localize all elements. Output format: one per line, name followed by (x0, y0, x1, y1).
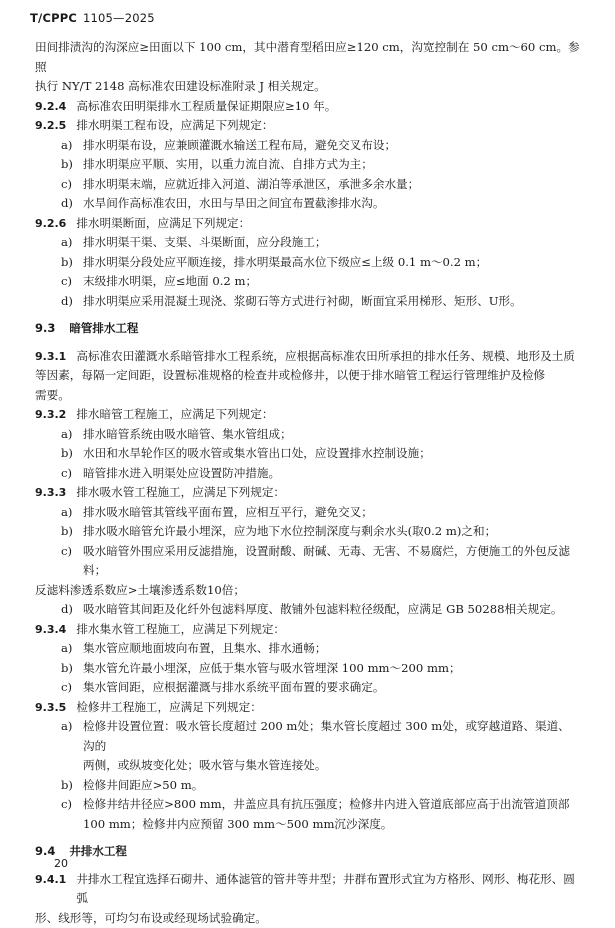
clause-continuation: 形、线形等，可均匀布设或经现场试验确定。 (35, 909, 580, 928)
item-marker: d) (61, 194, 83, 214)
clause-9-3-5 (35, 698, 580, 718)
clause-9-2-5 (35, 116, 580, 136)
item-marker: c) (61, 542, 83, 581)
intro-line: 执行 NY/T 2148 高标准农田建设标准附录 J 相关规定。 (35, 77, 580, 97)
item-text: 集水管允许最小埋深，应低于集水管与吸水管埋深 100 mm～200 mm； (83, 659, 580, 679)
list-item (35, 233, 580, 253)
item-text: 排水暗管系统由吸水暗管、集水管组成； (83, 425, 580, 445)
list-item (35, 425, 580, 445)
item-text: 排水吸水暗管允许最小埋深，应为地下水位控制深度与剩余水头(取0.2 m)之和； (83, 522, 580, 542)
clause-number: 9.2.4 (35, 97, 66, 117)
clause-text: 排水暗管工程施工，应满足下列规定： (76, 405, 580, 425)
item-continuation: 反滤料渗透系数应>土壤渗透系数10倍； (35, 581, 580, 601)
clause-text: 高标准农田明渠排水工程质量保证期限应≥10 年。 (76, 97, 580, 117)
item-marker: a) (61, 425, 83, 445)
standard-header (30, 11, 155, 25)
item-marker: a) (61, 717, 83, 756)
item-marker: b) (61, 155, 83, 175)
item-text: 检修井设置位置：吸水管长度超过 200 m处；集水管长度超过 300 m处，或穿越道路、渠道、沟的 (83, 717, 580, 756)
list-item (35, 659, 580, 679)
page-number: 20 (54, 857, 68, 870)
clause-number: 9.2.5 (35, 116, 66, 136)
clause-number: 9.3.5 (35, 698, 66, 718)
clause-continuation: 需要。 (35, 386, 580, 406)
item-text: 集水管应顺地面坡向布置，且集水、排水通畅； (83, 639, 580, 659)
list-item (35, 600, 580, 620)
section-heading-9-3 (35, 319, 580, 339)
intro-line: 田间排渍沟的沟深应≥田面以下 100 cm，其中潜育型稻田应≥120 cm，沟宽控制在 50 cm～60 cm。参照 (35, 38, 580, 77)
item-text: 吸水暗管其间距及化纤外包滤料厚度、散铺外包滤料粒径级配，应满足 GB 50288相关规定。 (83, 600, 580, 620)
clause-number: 9.3.3 (35, 483, 66, 503)
list-item (35, 155, 580, 175)
clause-9-3-1 (35, 347, 580, 367)
list-item (35, 795, 580, 815)
item-marker: d) (61, 292, 83, 312)
clause-text: 高标准农田灌溉水系暗管排水工程系统，应根据高标准农田所承担的排水任务、规模、地形及土质 (76, 347, 580, 367)
clause-text: 排水吸水管工程施工，应满足下列规定： (76, 483, 580, 503)
item-text: 暗管排水进入明渠处应设置防冲措施。 (83, 464, 580, 484)
item-marker: d) (61, 600, 83, 620)
list-item (35, 292, 580, 312)
standard-number: 1105—2025 (83, 11, 155, 25)
list-item (35, 522, 580, 542)
item-text: 检修井间距应>50 m。 (83, 776, 580, 796)
clause-9-3-3 (35, 483, 580, 503)
clause-9-2-4 (35, 97, 580, 117)
item-text: 检修井结井径应>800 mm，井盖应具有抗压强度；检修井内进入管道底部应高于出流管道顶部 (83, 795, 580, 815)
item-continuation: 两侧，或纵坡变化处；吸水管与集水管连接处。 (83, 756, 580, 776)
clause-number: 9.3.1 (35, 347, 66, 367)
item-text: 排水明渠应平顺、实用，以重力流自流、自排方式为主； (83, 155, 580, 175)
document-body (35, 38, 580, 928)
item-marker: c) (61, 272, 83, 292)
clause-9-3-2 (35, 405, 580, 425)
item-text: 排水明渠末端，应就近排入河道、湖泊等承泄区，承泄多余水量； (83, 175, 580, 195)
list-item (35, 717, 580, 756)
item-text: 排水明渠干渠、支渠、斗渠断面，应分段施工； (83, 233, 580, 253)
item-text: 吸水暗管外围应采用反滤措施，设置耐酸、耐碱、无毒、无害、不易腐烂，方便施工的外包反滤料； (83, 542, 580, 581)
item-marker: a) (61, 233, 83, 253)
item-marker: b) (61, 659, 83, 679)
item-continuation: 100 mm；检修井内应预留 300 mm～500 mm沉沙深度。 (83, 815, 580, 835)
clause-number: 9.3.2 (35, 405, 66, 425)
section-number: 9.3 (35, 321, 55, 335)
clause-9-3-4 (35, 620, 580, 640)
item-marker: c) (61, 464, 83, 484)
item-text: 排水明渠应采用混凝土现浇、浆砌石等方式进行衬砌，断面宜采用梯形、矩形、U形。 (83, 292, 580, 312)
item-marker: b) (61, 253, 83, 273)
section-title: 暗管排水工程 (69, 321, 138, 335)
item-text: 水田和水旱轮作区的吸水管或集水管出口处，应设置排水控制设施； (83, 444, 580, 464)
item-marker: c) (61, 175, 83, 195)
clause-continuation: 等因素，每隔一定间距，设置标准规格的检查井或检修井，以便于排水暗管工程运行管理维护及检修 (35, 366, 580, 386)
section-number: 9.4 (35, 844, 55, 858)
list-item (35, 253, 580, 273)
item-marker: b) (61, 444, 83, 464)
list-item (35, 175, 580, 195)
clause-number: 9.4.1 (35, 870, 66, 909)
list-item (35, 776, 580, 796)
list-item (35, 542, 580, 581)
list-item (35, 272, 580, 292)
item-marker: b) (61, 522, 83, 542)
item-text: 水旱间作高标准农田，水田与旱田之间宜布置截渗排水沟。 (83, 194, 580, 214)
section-title: 井排水工程 (69, 844, 127, 858)
clause-9-2-6 (35, 214, 580, 234)
clause-text: 排水明渠断面，应满足下列规定： (76, 214, 580, 234)
clause-9-4-1 (35, 870, 580, 909)
list-item (35, 639, 580, 659)
item-marker: c) (61, 795, 83, 815)
list-item (35, 194, 580, 214)
item-marker: a) (61, 639, 83, 659)
clause-text: 排水集水管工程施工，应满足下列规定： (76, 620, 580, 640)
clause-text: 排水明渠工程布设，应满足下列规定： (76, 116, 580, 136)
list-item (35, 136, 580, 156)
item-marker: a) (61, 503, 83, 523)
item-marker: c) (61, 678, 83, 698)
section-heading-9-4 (35, 842, 580, 862)
standard-code: T/CPPC (30, 11, 77, 25)
item-text: 排水明渠分段处应平顺连接，排水明渠最高水位下级应≤上级 0.1 m～0.2 m； (83, 253, 580, 273)
clause-number: 9.3.4 (35, 620, 66, 640)
list-item (35, 503, 580, 523)
item-marker: a) (61, 136, 83, 156)
item-text: 末级排水明渠，应≤地面 0.2 m； (83, 272, 580, 292)
item-text: 排水吸水暗管其管线平面布置，应相互平行，避免交叉； (83, 503, 580, 523)
item-text: 集水管间距，应根据灌溉与排水系统平面布置的要求确定。 (83, 678, 580, 698)
list-item (35, 678, 580, 698)
list-item (35, 444, 580, 464)
item-marker: b) (61, 776, 83, 796)
item-text: 排水明渠布设，应兼顾灌溉水输送工程布局，避免交叉布设； (83, 136, 580, 156)
list-item (35, 815, 580, 835)
list-item (35, 464, 580, 484)
clause-text: 检修井工程施工，应满足下列规定： (76, 698, 580, 718)
clause-number: 9.2.6 (35, 214, 66, 234)
clause-text: 井排水工程宜选择石砌井、通体滤管的管井等井型；井群布置形式宜为方格形、网形、梅花形、圆弧 (76, 870, 580, 909)
list-item (35, 756, 580, 776)
